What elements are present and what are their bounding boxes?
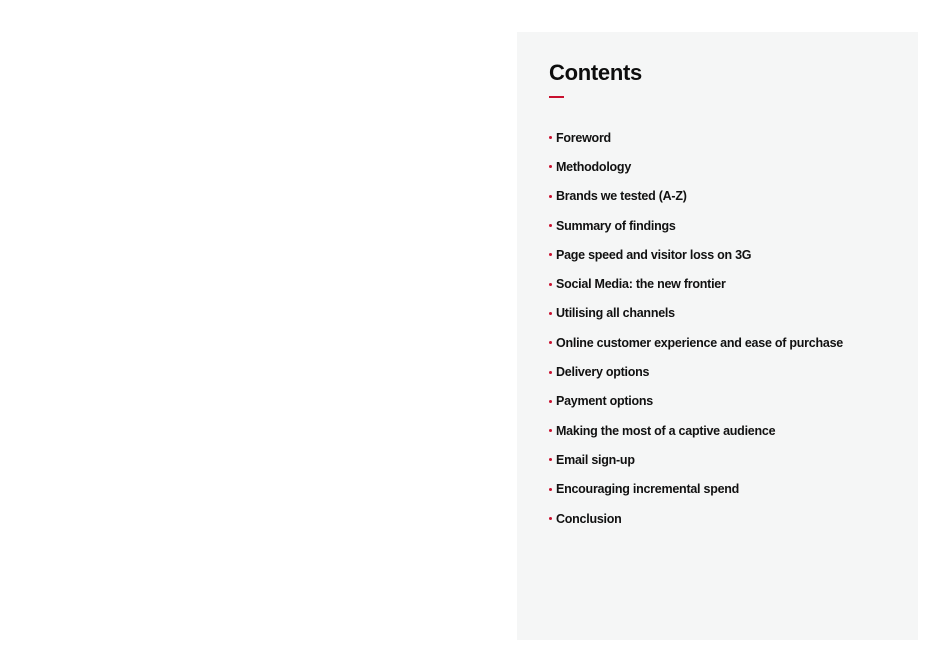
bullet-icon <box>549 165 552 168</box>
toc-item-social-media[interactable] <box>549 269 843 298</box>
bullet-icon <box>549 488 552 491</box>
bullet-icon <box>549 371 552 374</box>
toc-item-label[interactable]: Payment options <box>556 394 653 409</box>
bullet-icon <box>549 458 552 461</box>
bullet-icon <box>549 312 552 315</box>
title-accent-rule <box>549 96 564 98</box>
toc-item-label[interactable]: Delivery options <box>556 365 650 380</box>
toc-item-delivery-options[interactable] <box>549 357 843 386</box>
toc-item-conclusion[interactable] <box>549 504 843 533</box>
bullet-icon <box>549 517 552 520</box>
toc-item-label[interactable]: Utilising all channels <box>556 306 675 321</box>
bullet-icon <box>549 224 552 227</box>
toc-item-customer-experience[interactable] <box>549 328 843 357</box>
toc-item-label[interactable]: Online customer experience and ease of purchase <box>556 335 843 350</box>
toc-item-label[interactable]: Methodology <box>556 159 632 174</box>
toc-item-label[interactable]: Encouraging incremental spend <box>556 482 740 497</box>
toc-item-payment-options[interactable] <box>549 387 843 416</box>
contents-title: Contents <box>549 60 642 85</box>
toc-item-label[interactable]: Conclusion <box>556 511 622 526</box>
toc-item-label[interactable]: Foreword <box>556 130 611 145</box>
toc-item-label[interactable]: Summary of findings <box>556 218 676 233</box>
toc-item-incremental-spend[interactable] <box>549 475 843 504</box>
toc-item-summary-of-findings[interactable] <box>549 211 843 240</box>
toc-item-label[interactable]: Brands we tested (A-Z) <box>556 189 687 204</box>
toc-item-label[interactable]: Social Media: the new frontier <box>556 277 726 292</box>
contents-panel <box>517 32 918 640</box>
toc-item-methodology[interactable] <box>549 152 843 181</box>
bullet-icon <box>549 341 552 344</box>
toc-item-page-speed[interactable] <box>549 240 843 269</box>
toc-item-foreword[interactable] <box>549 123 843 152</box>
toc-item-label[interactable]: Making the most of a captive audience <box>556 423 776 438</box>
bullet-icon <box>549 400 552 403</box>
bullet-icon <box>549 136 552 139</box>
toc-item-label[interactable]: Email sign-up <box>556 452 635 467</box>
toc-item-brands-tested[interactable] <box>549 182 843 211</box>
toc-item-label[interactable]: Page speed and visitor loss on 3G <box>556 247 752 262</box>
bullet-icon <box>549 429 552 432</box>
toc-item-email-sign-up[interactable] <box>549 445 843 474</box>
bullet-icon <box>549 283 552 286</box>
bullet-icon <box>549 195 552 198</box>
bullet-icon <box>549 253 552 256</box>
toc-item-utilising-channels[interactable] <box>549 299 843 328</box>
table-of-contents <box>549 123 843 533</box>
toc-item-captive-audience[interactable] <box>549 416 843 445</box>
